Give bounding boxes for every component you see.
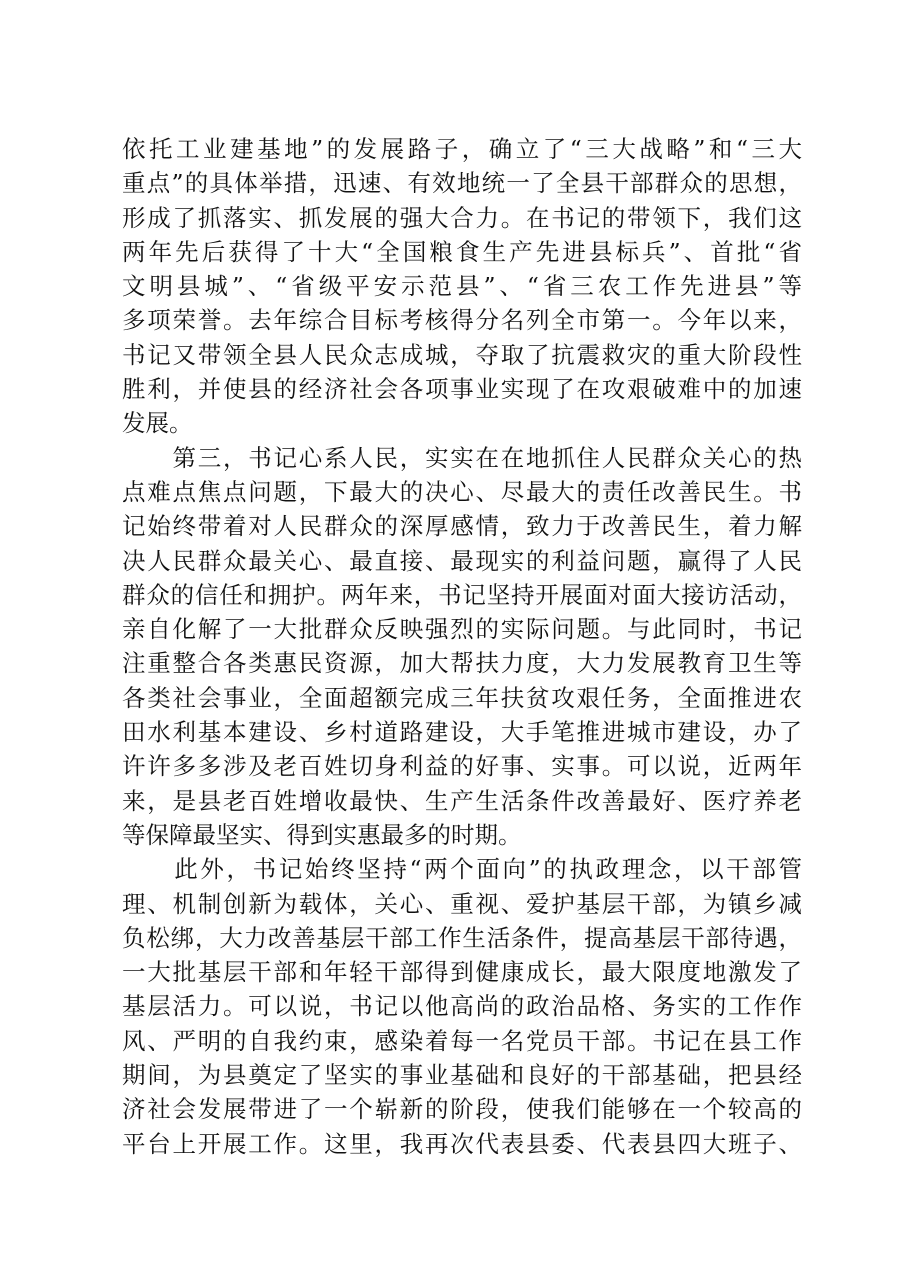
- text-line: 胜利，并使县的经济社会各项事业实现了在攻艰破难中的加速: [122, 375, 802, 404]
- text-line: 形成了抓落实、抓发展的强大合力。在书记的带领下，我们这: [122, 203, 802, 232]
- text-line: 期间，为县奠定了坚实的事业基础和良好的干部基础，把县经: [122, 1061, 802, 1090]
- text-line: 田水利基本建设、乡村道路建设，大手笔推进城市建设，办了: [122, 718, 802, 747]
- text-line: 负松绑，大力改善基层干部工作生活条件，提高基层干部待遇，: [122, 923, 802, 952]
- text-line: 决人民群众最关心、最直接、最现实的利益问题，赢得了人民: [122, 546, 802, 575]
- body-text: [122, 132, 802, 1161]
- text-line: 注重整合各类惠民资源，加大帮扶力度，大力发展教育卫生等: [122, 649, 802, 678]
- text-line: 文明县城”、“省级平安示范县”、“省三农工作先进县”等: [122, 272, 802, 301]
- text-line: 等保障最坚实、得到实惠最多的时期。: [122, 820, 522, 849]
- text-line: 来，是县老百姓增收最快、生产生活条件改善最好、医疗养老: [122, 786, 802, 815]
- text-line: 许许多多涉及老百姓切身利益的好事、实事。可以说，近两年: [122, 752, 802, 781]
- text-line: 记始终带着对人民群众的深厚感情，致力于改善民生，着力解: [122, 512, 802, 541]
- text-line: 风、严明的自我约束，感染着每一名党员干部。书记在县工作: [122, 1026, 802, 1055]
- text-line: 多项荣誉。去年综合目标考核得分名列全市第一。今年以来，: [122, 306, 802, 335]
- text-line: 点难点焦点问题，下最大的决心、尽最大的责任改善民生。书: [122, 477, 802, 506]
- text-line: 两年先后获得了十大“全国粮食生产先进县标兵”、首批“省: [122, 237, 802, 266]
- text-line: 重点”的具体举措，迅速、有效地统一了全县干部群众的思想，: [122, 169, 802, 198]
- text-line: 济社会发展带进了一个崭新的阶段，使我们能够在一个较高的: [122, 1095, 802, 1124]
- text-line: 依托工业建基地”的发展路子，确立了“三大战略”和“三大: [122, 135, 802, 163]
- text-line: 第三，书记心系人民，实实在在地抓住人民群众关心的热: [122, 443, 802, 472]
- text-line: 亲自化解了一大批群众反映强烈的实际问题。与此同时，书记: [122, 615, 802, 644]
- text-line: 基层活力。可以说，书记以他高尚的政治品格、务实的工作作: [122, 992, 802, 1021]
- text-line: 各类社会事业，全面超额完成三年扶贫攻艰任务，全面推进农: [122, 683, 802, 712]
- text-line: 一大批基层干部和年轻干部得到健康成长，最大限度地激发了: [122, 958, 802, 987]
- text-line: 群众的信任和拥护。两年来，书记坚持开展面对面大接访活动，: [122, 580, 802, 609]
- text-line: 书记又带领全县人民众志成城，夺取了抗震救灾的重大阶段性: [122, 340, 802, 369]
- text-line: 理、机制创新为载体，关心、重视、爱护基层干部，为镇乡减: [122, 889, 802, 918]
- text-line: 此外，书记始终坚持“两个面向”的执政理念，以干部管: [122, 855, 802, 884]
- text-line: 发展。: [122, 409, 193, 438]
- text-line: 平台上开展工作。这里，我再次代表县委、代表县四大班子、: [122, 1129, 802, 1158]
